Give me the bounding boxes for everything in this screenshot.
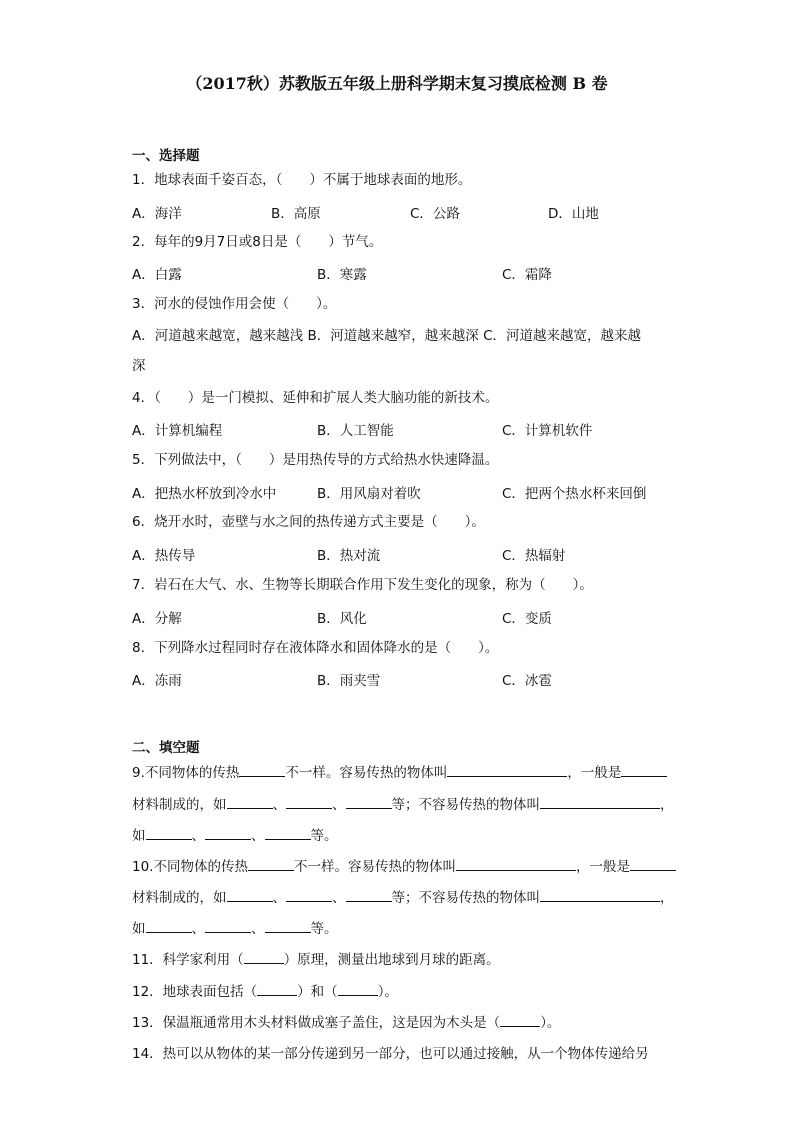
answer-blank <box>346 795 392 809</box>
answer-blank <box>540 888 660 902</box>
question-3-options-line-1: A．河道越来越宽，越来越浅 B．河道越来越窄，越来越深 C．河道越来越宽，越来越 <box>132 328 642 344</box>
answer-blank <box>265 919 311 933</box>
text: 9.不同物体的传热 <box>132 765 240 781</box>
text: ）。 <box>377 984 398 1000</box>
option-c: C．计算机软件 <box>502 423 593 439</box>
option-a: A．热传导 <box>132 548 196 564</box>
option-b: B．风化 <box>317 611 367 627</box>
text: 、 <box>332 797 346 813</box>
answer-blank <box>227 888 273 902</box>
text: ）原理，测量出地球到月球的距离。 <box>283 952 500 968</box>
question-3-options-line-2: 深 <box>132 358 146 374</box>
text: ， <box>660 890 674 906</box>
text: ）。 <box>540 1015 561 1031</box>
text: 材料制成的，如 <box>132 797 227 813</box>
text: ，一般是 <box>575 859 630 875</box>
answer-blank <box>540 795 660 809</box>
option-b: B．雨夹雪 <box>317 673 381 689</box>
option-b: B．高原 <box>271 206 321 222</box>
question-13 <box>132 1013 672 1033</box>
text: ， <box>660 797 674 813</box>
text: ，一般是 <box>567 765 622 781</box>
answer-blank <box>456 857 576 871</box>
text: 、 <box>332 890 346 906</box>
question-10-line-3 <box>132 919 672 939</box>
answer-blank <box>239 763 285 777</box>
answer-blank <box>621 763 667 777</box>
option-c: C．把两个热水杯来回倒 <box>502 486 647 502</box>
text: 、 <box>191 828 205 844</box>
text: 、 <box>251 828 265 844</box>
page-title: （2017秋）苏教版五年级上册科学期末复习摸底检测 B 卷 <box>186 74 608 93</box>
answer-blank <box>286 888 332 902</box>
question-1-stem: 1．地球表面千姿百态，（ ）不属于地球表面的地形。 <box>132 172 472 188</box>
option-c: C．公路 <box>410 206 460 222</box>
option-c: C．冰雹 <box>502 673 552 689</box>
option-b: B．热对流 <box>317 548 381 564</box>
question-2-stem: 2．每年的9月7日或8日是（ ）节气。 <box>132 234 383 250</box>
answer-blank <box>630 857 676 871</box>
question-4-stem: 4．（ ）是一门模拟、延伸和扩展人类大脑功能的新技术。 <box>132 390 499 406</box>
answer-blank <box>286 795 332 809</box>
text: 等；不容易传热的物体叫 <box>391 797 540 813</box>
text: 不一样。容易传热的物体叫 <box>285 765 448 781</box>
question-5-stem: 5．下列做法中，（ ）是用热传导的方式给热水快速降温。 <box>132 452 499 468</box>
question-3-stem: 3．河水的侵蚀作用会使（ ）。 <box>132 296 337 312</box>
text: 、 <box>191 921 205 937</box>
question-6-stem: 6．烧开水时，壶壁与水之间的热传递方式主要是（ ）。 <box>132 514 485 530</box>
option-b: B．人工智能 <box>317 423 394 439</box>
text: 材料制成的，如 <box>132 890 227 906</box>
question-9-line-3 <box>132 826 672 846</box>
text: ）和（ <box>297 984 338 1000</box>
answer-blank <box>346 888 392 902</box>
option-a: A．白露 <box>132 267 182 283</box>
section-heading-fill: 二、填空题 <box>132 740 200 756</box>
text: 10.不同物体的传热 <box>132 859 248 875</box>
option-b: B．寒露 <box>317 267 367 283</box>
text: 等。 <box>310 828 338 844</box>
option-c: C．霜降 <box>502 267 552 283</box>
section-heading-choice: 一、选择题 <box>132 148 200 164</box>
text: 、 <box>272 797 286 813</box>
answer-blank <box>205 919 251 933</box>
answer-blank <box>205 826 251 840</box>
question-14-stem: 14．热可以从物体的某一部分传递到另一部分，也可以通过接触，从一个物体传递给另 <box>132 1046 649 1062</box>
answer-blank <box>146 826 192 840</box>
option-c: C．热辐射 <box>502 548 566 564</box>
question-10-line-1 <box>132 857 672 877</box>
text: 如 <box>132 921 146 937</box>
option-c: C．变质 <box>502 611 552 627</box>
option-a: A．海洋 <box>132 206 182 222</box>
text: 等。 <box>310 921 338 937</box>
question-12 <box>132 982 672 1002</box>
text: 不一样。容易传热的物体叫 <box>293 859 456 875</box>
answer-blank <box>265 826 311 840</box>
answer-blank <box>146 919 192 933</box>
option-b: B．用风扇对着吹 <box>317 486 421 502</box>
answer-blank <box>248 857 294 871</box>
text: 11．科学家利用（ <box>132 952 244 968</box>
answer-blank <box>257 982 297 996</box>
text: 、 <box>251 921 265 937</box>
option-d: D．山地 <box>548 206 599 222</box>
option-a: A．冻雨 <box>132 673 182 689</box>
text: 13．保温瓶通常用木头材料做成塞子盖住，这是因为木头是（ <box>132 1015 501 1031</box>
answer-blank <box>338 982 378 996</box>
text: 等；不容易传热的物体叫 <box>391 890 540 906</box>
text: 、 <box>272 890 286 906</box>
option-a: A．把热水杯放到冷水中 <box>132 486 277 502</box>
answer-blank <box>227 795 273 809</box>
answer-blank <box>500 1013 540 1027</box>
question-9-line-2 <box>132 795 672 815</box>
question-10-line-2 <box>132 888 672 908</box>
text: 如 <box>132 828 146 844</box>
question-9-line-1 <box>132 763 672 783</box>
option-a: A．分解 <box>132 611 182 627</box>
text: 12．地球表面包括（ <box>132 984 258 1000</box>
question-8-stem: 8．下列降水过程同时存在液体降水和固体降水的是（ ）。 <box>132 640 499 656</box>
answer-blank <box>244 950 284 964</box>
question-7-stem: 7．岩石在大气、水、生物等长期联合作用下发生变化的现象，称为（ ）。 <box>132 577 593 593</box>
answer-blank <box>447 763 567 777</box>
question-11 <box>132 950 672 970</box>
option-a: A．计算机编程 <box>132 423 223 439</box>
